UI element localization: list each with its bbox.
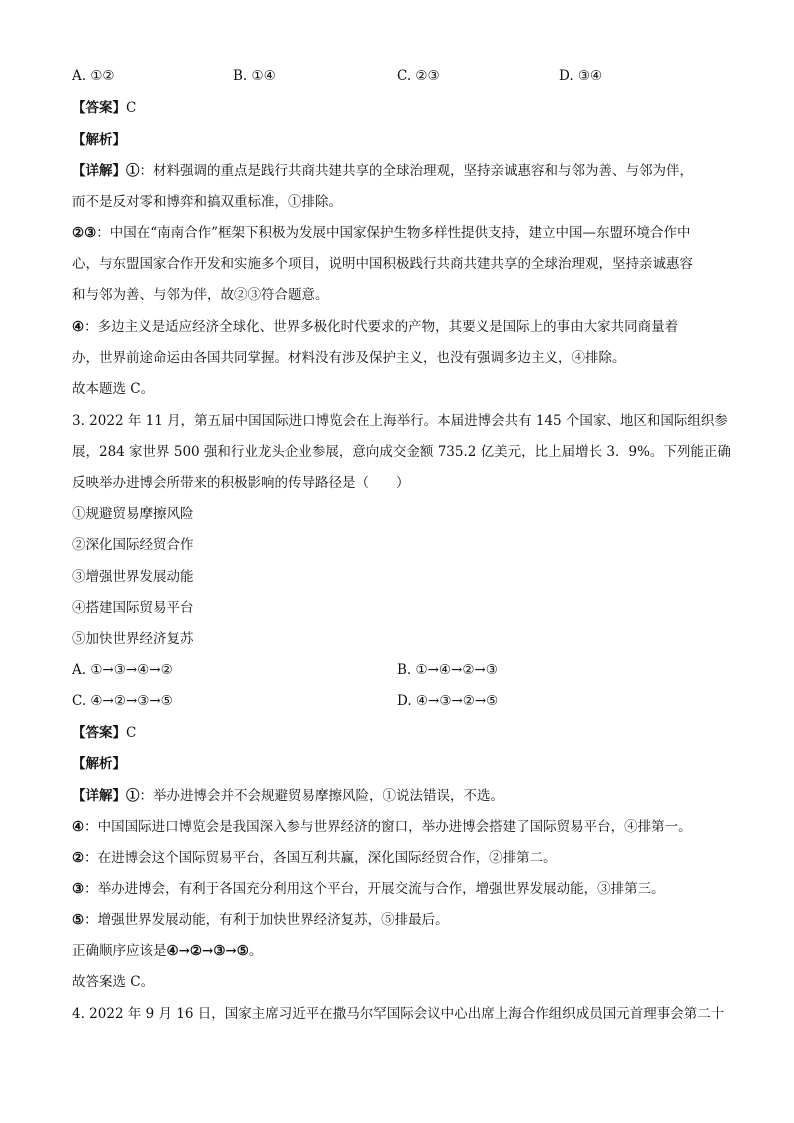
q2-conclusion: 故本题选 C。 <box>72 381 155 397</box>
p3-text: ：举办进博会，有利于各国充分利用这个平台，开展交流与合作，增强世界发展动能，③排第三。 <box>84 881 665 897</box>
q2-answer <box>72 98 136 118</box>
q2-analysis-tag: 【解析】 <box>72 132 126 148</box>
detail-tag: 【详解】 <box>72 788 126 804</box>
q2-option-d: D. ③④ <box>559 68 603 84</box>
answer-value: C <box>126 100 137 116</box>
q2-option-a: A. ①② <box>72 68 115 84</box>
q2-detail-line-2: 而不是反对零和博弈和搞双重标准，①排除。 <box>72 194 342 210</box>
q3-detail-line <box>72 786 504 806</box>
q3-option-c: C. ④→②→③→⑤ <box>72 693 173 709</box>
p3-marker: ③ <box>72 881 85 897</box>
p2-text: ：在进博会这个国际贸易平台，各国互利共赢，深化国际经贸合作，②排第二。 <box>84 850 557 866</box>
p2-marker: ② <box>72 850 85 866</box>
q3-analysis-tag: 【解析】 <box>72 756 126 772</box>
p4-marker: ④ <box>72 319 85 335</box>
order-prefix: 正确顺序应该是 <box>72 943 167 959</box>
p4-marker: ④ <box>72 819 85 835</box>
q3-item-1: ①规避贸易摩擦风险 <box>72 506 194 522</box>
q2-option-c: C. ②③ <box>397 68 440 84</box>
detail-tag: 【详解】 <box>72 163 126 179</box>
answer-tag: 【答案】 <box>72 725 126 741</box>
q4-stem-line: 4. 2022 年 9 月 16 日，国家主席习近平在撒马尔罕国际会议中心出席上海合作组织成员国元首理事会第二十 <box>72 1006 725 1022</box>
q2-p23-line-2: 心，与东盟国家合作开发和实施多个项目，说明中国积极践行共商共建共享的全球治理观，坚持亲诚惠容 <box>72 256 693 272</box>
q2-option-b: B. ①④ <box>233 68 276 84</box>
q2-detail-line-1 <box>72 161 693 181</box>
p5-text: ：增强世界发展动能，有利于加快世界经济复苏，⑤排最后。 <box>84 912 449 928</box>
q3-order-line <box>72 941 262 961</box>
q3-option-d: D. ④→③→②→⑤ <box>397 693 499 709</box>
q3-option-b: B. ①→④→②→③ <box>397 662 498 678</box>
detail-text: ：材料强调的重点是践行共商共建共享的全球治理观，坚持亲诚惠容和与邻为善、与邻为伴， <box>139 163 693 179</box>
q3-option-a: A. ①→③→④→② <box>72 662 173 678</box>
detail-marker: ① <box>126 788 140 804</box>
q2-p4-line-2: 办，世界前途命运由各国共同掌握。材料没有涉及保护主义，也没有强调多边主义，④排除。 <box>72 350 626 366</box>
q3-answer <box>72 723 136 743</box>
q3-p4-line <box>72 817 692 837</box>
detail-marker: ① <box>126 163 140 179</box>
detail-text: ：举办进博会并不会规避贸易摩擦风险，①说法错误，不选。 <box>139 788 504 804</box>
order-value: ④→②→③→⑤ <box>166 943 249 959</box>
q2-p4-line-1 <box>72 317 678 337</box>
q3-stem-line-3: 反映举办进博会所带来的积极影响的传导路径是（ ） <box>72 475 410 491</box>
q3-p5-line <box>72 910 449 930</box>
q3-item-5: ⑤加快世界经济复苏 <box>72 631 194 647</box>
q3-item-2: ②深化国际经贸合作 <box>72 537 194 553</box>
q3-stem-line-2: 展，284 家世界 500 强和行业龙头企业参展，意向成交金额 735.2 亿美元，比上届增长 3．9%。下列能正确 <box>72 444 731 460</box>
p23-marker: ②③ <box>72 225 97 241</box>
q2-p23-line-3: 和与邻为善、与邻为伴，故②③符合题意。 <box>72 287 329 303</box>
p4-text: ：多边主义是适应经济全球化、世界多极化时代要求的产物，其要义是国际上的事由大家共同商量着 <box>84 319 679 335</box>
order-suffix: 。 <box>248 943 263 959</box>
q3-conclusion: 故答案选 C。 <box>72 974 155 990</box>
p23-text: ：中国在“南南合作”框架下积极为发展中国家保护生物多样性提供支持，建立中国—东盟环境合作中 <box>96 225 691 241</box>
q3-item-4: ④搭建国际贸易平台 <box>72 600 194 616</box>
q3-p3-line <box>72 879 665 899</box>
q2-p23-line-1 <box>72 223 691 243</box>
answer-tag: 【答案】 <box>72 100 126 116</box>
q3-p2-line <box>72 848 557 868</box>
answer-value: C <box>126 725 137 741</box>
q3-item-3: ③增强世界发展动能 <box>72 569 194 585</box>
p5-marker: ⑤ <box>72 912 85 928</box>
p4-text: ：中国国际进口博览会是我国深入参与世界经济的窗口，举办进博会搭建了国际贸易平台，④排第一。 <box>84 819 692 835</box>
q3-stem-line-1: 3. 2022 年 11 月，第五届中国国际进口博览会在上海举行。本届进博会共有 145 个国家、地区和国际组织参 <box>72 413 728 429</box>
